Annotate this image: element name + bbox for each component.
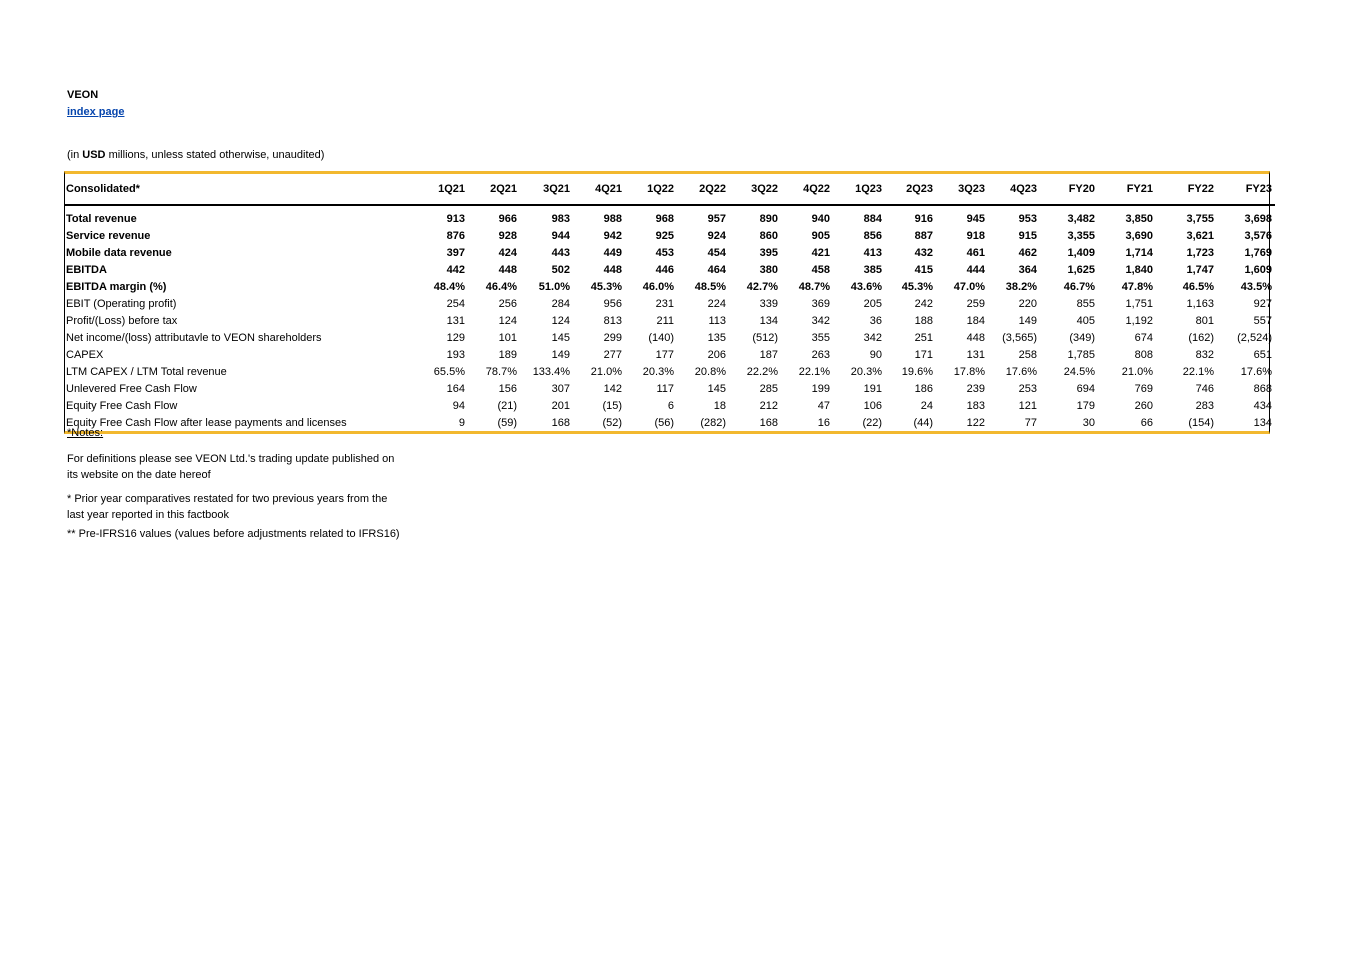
row-label: EBIT (Operating profit) <box>66 297 177 310</box>
table-cell: (3,565) <box>1002 331 1037 344</box>
table-cell: 254 <box>446 297 465 310</box>
table-cell: 43.6% <box>850 280 882 293</box>
table-cell: 149 <box>551 348 570 361</box>
table-cell: 94 <box>452 399 465 412</box>
table-cell: 90 <box>869 348 882 361</box>
note-pre-ifrs16: ** Pre-IFRS16 values (values before adjustments related to IFRS16) <box>67 528 400 540</box>
table-body <box>65 205 1275 431</box>
table-row <box>65 261 1275 278</box>
table-cell: 424 <box>498 246 517 259</box>
table-cell: 342 <box>811 314 830 327</box>
column-header-fy21: FY21 <box>1098 174 1156 205</box>
table-cell: 299 <box>603 331 622 344</box>
table-cell: 42.7% <box>746 280 778 293</box>
table-cell: 651 <box>1253 348 1272 361</box>
table-cell: 46.7% <box>1063 280 1095 293</box>
consolidated-table-frame <box>64 171 1270 434</box>
table-cell: 945 <box>966 212 985 225</box>
table-cell: 3,755 <box>1186 212 1214 225</box>
table-cell: 927 <box>1253 297 1272 310</box>
table-cell: 446 <box>655 263 674 276</box>
notes-title: *Notes: <box>67 427 104 439</box>
table-cell: 17.6% <box>1240 365 1272 378</box>
table-cell: 884 <box>863 212 882 225</box>
table-cell: 913 <box>446 212 465 225</box>
column-header-3q22: 3Q22 <box>729 174 781 205</box>
table-row <box>65 205 1275 227</box>
table-cell: 193 <box>446 348 465 361</box>
table-cell: 199 <box>811 382 830 395</box>
table-cell: 887 <box>914 229 933 242</box>
table-cell: 168 <box>551 416 570 429</box>
table-cell: 177 <box>655 348 674 361</box>
table-cell: 856 <box>863 229 882 242</box>
table-cell: 46.4% <box>485 280 517 293</box>
table-cell: 694 <box>1076 382 1095 395</box>
table-cell: 129 <box>446 331 465 344</box>
table-cell: 205 <box>863 297 882 310</box>
table-cell: 77 <box>1024 416 1037 429</box>
table-cell: 3,576 <box>1244 229 1272 242</box>
table-cell: 134 <box>1253 416 1272 429</box>
table-cell: 135 <box>707 331 726 344</box>
table-cell: 168 <box>759 416 778 429</box>
units-currency: USD <box>82 149 106 161</box>
table-cell: 21.0% <box>1121 365 1153 378</box>
table-cell: 260 <box>1134 399 1153 412</box>
units-prefix: (in <box>67 149 83 161</box>
table-cell: 183 <box>966 399 985 412</box>
table-cell: 380 <box>759 263 778 276</box>
table-cell: 17.6% <box>1005 365 1037 378</box>
table-cell: 51.0% <box>538 280 570 293</box>
table-cell: 283 <box>1195 399 1214 412</box>
table-cell: 43.5% <box>1240 280 1272 293</box>
table-cell: 106 <box>863 399 882 412</box>
table-cell: 3,698 <box>1244 212 1272 225</box>
table-cell: (15) <box>602 399 622 412</box>
table-cell: 149 <box>1018 314 1037 327</box>
table-cell: 855 <box>1076 297 1095 310</box>
table-cell: 890 <box>759 212 778 225</box>
table-cell: 285 <box>759 382 778 395</box>
table-cell: (140) <box>648 331 674 344</box>
table-cell: 916 <box>914 212 933 225</box>
table-row <box>65 397 1275 414</box>
table-cell: 876 <box>446 229 465 242</box>
table-cell: 131 <box>446 314 465 327</box>
table-cell: (282) <box>700 416 726 429</box>
table-cell: 944 <box>551 229 570 242</box>
table-cell: 212 <box>759 399 778 412</box>
table-cell: 364 <box>1018 263 1037 276</box>
table-cell: 1,785 <box>1067 348 1095 361</box>
table-cell: 448 <box>498 263 517 276</box>
table-cell: 122 <box>966 416 985 429</box>
table-cell: 432 <box>914 246 933 259</box>
table-cell: 674 <box>1134 331 1153 344</box>
column-header-1q23: 1Q23 <box>833 174 885 205</box>
row-label: Profit/(Loss) before tax <box>66 314 178 327</box>
row-label: Equity Free Cash Flow after lease payments and licenses <box>66 416 347 429</box>
table-cell: 187 <box>759 348 778 361</box>
table-cell: 20.3% <box>850 365 882 378</box>
table-cell: 17.8% <box>953 365 985 378</box>
table-cell: 464 <box>707 263 726 276</box>
row-label: Total revenue <box>66 212 137 225</box>
table-cell: 21.0% <box>590 365 622 378</box>
table-cell: 124 <box>498 314 517 327</box>
row-label: Equity Free Cash Flow <box>66 399 178 412</box>
table-cell: 30 <box>1082 416 1095 429</box>
table-cell: 443 <box>551 246 570 259</box>
table-cell: 942 <box>603 229 622 242</box>
table-cell: 502 <box>551 263 570 276</box>
note-restated: * Prior year comparatives restated for two previous years from the last year reported in this factbook <box>67 493 388 521</box>
table-cell: 385 <box>863 263 882 276</box>
table-cell: 18 <box>713 399 726 412</box>
table-cell: 925 <box>655 229 674 242</box>
table-cell: (162) <box>1188 331 1214 344</box>
table-cell: (56) <box>654 416 674 429</box>
table-cell: 47 <box>817 399 830 412</box>
table-cell: 3,621 <box>1186 229 1214 242</box>
table-cell: 769 <box>1134 382 1153 395</box>
table-cell: 263 <box>811 348 830 361</box>
table-cell: 16 <box>817 416 830 429</box>
table-cell: 339 <box>759 297 778 310</box>
table-cell: 1,840 <box>1125 263 1153 276</box>
table-cell: 9 <box>458 416 465 429</box>
table-cell: 256 <box>498 297 517 310</box>
table-cell: 46.0% <box>642 280 674 293</box>
table-cell: 258 <box>1018 348 1037 361</box>
table-cell: (154) <box>1188 416 1214 429</box>
table-cell: 1,192 <box>1125 314 1153 327</box>
table-cell: 448 <box>603 263 622 276</box>
table-row <box>65 380 1275 397</box>
table-cell: (44) <box>913 416 933 429</box>
table-cell: 117 <box>656 382 674 395</box>
table-cell: 6 <box>667 399 674 412</box>
table-cell: 66 <box>1140 416 1153 429</box>
table-cell: 1,625 <box>1067 263 1095 276</box>
table-cell: 1,747 <box>1186 263 1214 276</box>
table-cell: 966 <box>498 212 517 225</box>
table-cell: 206 <box>707 348 726 361</box>
table-cell: 801 <box>1195 314 1214 327</box>
units-suffix: millions, unless stated otherwise, unaudited) <box>105 149 325 161</box>
table-cell: 284 <box>551 297 570 310</box>
table-cell: 22.2% <box>746 365 778 378</box>
row-label: EBITDA margin (%) <box>66 280 167 293</box>
table-cell: 220 <box>1018 297 1037 310</box>
table-row <box>65 227 1275 244</box>
table-cell: 395 <box>759 246 778 259</box>
table-cell: 3,355 <box>1067 229 1095 242</box>
table-cell: 211 <box>656 314 674 327</box>
table-cell: 813 <box>603 314 622 327</box>
table-cell: 928 <box>498 229 517 242</box>
units-note <box>67 149 324 161</box>
company-name: VEON <box>67 89 99 101</box>
table-cell: 145 <box>707 382 726 395</box>
table-cell: 3,482 <box>1067 212 1095 225</box>
index-page-link[interactable]: index page <box>67 106 125 118</box>
table-cell: 184 <box>966 314 985 327</box>
table-cell: 259 <box>966 297 985 310</box>
row-label: Unlevered Free Cash Flow <box>66 382 197 395</box>
row-label: EBITDA <box>66 263 107 276</box>
table-title: Consolidated* <box>65 174 415 205</box>
table-row <box>65 414 1275 431</box>
table-cell: (22) <box>862 416 882 429</box>
table-cell: 342 <box>863 331 882 344</box>
column-header-1q21: 1Q21 <box>415 174 468 205</box>
table-cell: 307 <box>551 382 570 395</box>
table-cell: 905 <box>811 229 830 242</box>
table-row <box>65 295 1275 312</box>
table-cell: 808 <box>1134 348 1153 361</box>
table-cell: 415 <box>914 263 933 276</box>
table-cell: 1,409 <box>1067 246 1095 259</box>
column-header-fy20: FY20 <box>1040 174 1098 205</box>
table-row <box>65 363 1275 380</box>
table-cell: (21) <box>497 399 517 412</box>
table-cell: 22.1% <box>1182 365 1214 378</box>
table-cell: 179 <box>1076 399 1095 412</box>
table-header-row <box>65 174 1275 205</box>
column-header-fy22: FY22 <box>1156 174 1217 205</box>
table-cell: 1,714 <box>1125 246 1153 259</box>
table-cell: (59) <box>497 416 517 429</box>
table-cell: 145 <box>551 331 570 344</box>
table-cell: 133.4% <box>532 365 570 378</box>
table-cell: 20.8% <box>694 365 726 378</box>
table-cell: 3,850 <box>1125 212 1153 225</box>
table-cell: 454 <box>707 246 726 259</box>
table-cell: 124 <box>551 314 570 327</box>
table-cell: 3,690 <box>1125 229 1153 242</box>
table-cell: 957 <box>707 212 726 225</box>
row-label: LTM CAPEX / LTM Total revenue <box>66 365 227 378</box>
table-cell: 46.5% <box>1182 280 1214 293</box>
table-cell: 121 <box>1018 399 1037 412</box>
table-cell: 156 <box>498 382 517 395</box>
table-cell: 20.3% <box>642 365 674 378</box>
note-definitions: For definitions please see VEON Ltd.'s trading update published on its website on the date hereof <box>67 453 395 481</box>
table-cell: 968 <box>655 212 674 225</box>
table-cell: (52) <box>602 416 622 429</box>
table-cell: (512) <box>752 331 778 344</box>
table-cell: 953 <box>1018 212 1037 225</box>
column-header-4q22: 4Q22 <box>781 174 833 205</box>
table-row <box>65 244 1275 261</box>
table-cell: 101 <box>498 331 517 344</box>
column-header-fy23: FY23 <box>1217 174 1275 205</box>
table-cell: 434 <box>1253 399 1272 412</box>
column-header-1q22: 1Q22 <box>625 174 677 205</box>
table-cell: 188 <box>914 314 933 327</box>
table-cell: 461 <box>966 246 985 259</box>
table-cell: 444 <box>966 263 985 276</box>
table-cell: 253 <box>1018 382 1037 395</box>
table-cell: 746 <box>1195 382 1214 395</box>
table-cell: 1,751 <box>1125 297 1153 310</box>
column-header-2q23: 2Q23 <box>885 174 936 205</box>
table-cell: 186 <box>914 382 933 395</box>
table-cell: 397 <box>446 246 465 259</box>
table-cell: 22.1% <box>798 365 830 378</box>
row-label: Net income/(loss) attributavle to VEON shareholders <box>66 331 322 344</box>
table-cell: (349) <box>1069 331 1095 344</box>
table-row <box>65 278 1275 295</box>
table-cell: 24 <box>920 399 933 412</box>
table-cell: 131 <box>966 348 985 361</box>
table-cell: 201 <box>551 399 570 412</box>
table-row <box>65 346 1275 363</box>
table-cell: 915 <box>1018 229 1037 242</box>
table-cell: 142 <box>603 382 622 395</box>
table-cell: 1,723 <box>1186 246 1214 259</box>
table-cell: 832 <box>1195 348 1214 361</box>
table-cell: 277 <box>603 348 622 361</box>
table-cell: 1,609 <box>1244 263 1272 276</box>
consolidated-table <box>65 174 1275 431</box>
row-label: Mobile data revenue <box>66 246 172 259</box>
column-header-2q22: 2Q22 <box>677 174 729 205</box>
column-header-3q21: 3Q21 <box>520 174 573 205</box>
column-header-3q23: 3Q23 <box>936 174 988 205</box>
table-cell: 24.5% <box>1063 365 1095 378</box>
table-cell: 868 <box>1253 382 1272 395</box>
table-cell: 191 <box>863 382 882 395</box>
table-cell: 988 <box>603 212 622 225</box>
table-cell: 45.3% <box>901 280 933 293</box>
table-cell: 1,163 <box>1186 297 1214 310</box>
table-cell: 369 <box>811 297 830 310</box>
table-cell: 65.5% <box>433 365 465 378</box>
table-cell: 449 <box>603 246 622 259</box>
column-header-4q21: 4Q21 <box>573 174 625 205</box>
table-cell: 189 <box>498 348 517 361</box>
table-cell: 239 <box>966 382 985 395</box>
table-cell: 413 <box>863 246 882 259</box>
table-cell: 557 <box>1253 314 1272 327</box>
column-header-4q23: 4Q23 <box>988 174 1040 205</box>
table-cell: 231 <box>655 297 674 310</box>
table-cell: 171 <box>914 348 933 361</box>
table-cell: 251 <box>914 331 933 344</box>
table-cell: 45.3% <box>590 280 622 293</box>
table-cell: 242 <box>914 297 933 310</box>
table-row <box>65 329 1275 346</box>
table-cell: 134 <box>759 314 778 327</box>
table-cell: 940 <box>811 212 830 225</box>
table-cell: 38.2% <box>1005 280 1037 293</box>
column-header-2q21: 2Q21 <box>468 174 520 205</box>
table-cell: 47.0% <box>953 280 985 293</box>
table-cell: (2,524) <box>1237 331 1272 344</box>
table-cell: 355 <box>811 331 830 344</box>
table-cell: 956 <box>603 297 622 310</box>
table-cell: 918 <box>966 229 985 242</box>
table-cell: 860 <box>759 229 778 242</box>
table-cell: 421 <box>811 246 830 259</box>
table-row <box>65 312 1275 329</box>
row-label: CAPEX <box>66 348 104 361</box>
table-cell: 448 <box>966 331 985 344</box>
row-label: Service revenue <box>66 229 151 242</box>
table-cell: 48.7% <box>798 280 830 293</box>
table-cell: 1,769 <box>1244 246 1272 259</box>
table-cell: 78.7% <box>485 365 517 378</box>
table-cell: 224 <box>707 297 726 310</box>
table-cell: 983 <box>551 212 570 225</box>
table-cell: 458 <box>811 263 830 276</box>
table-cell: 47.8% <box>1121 280 1153 293</box>
table-cell: 453 <box>655 246 674 259</box>
table-cell: 36 <box>869 314 882 327</box>
table-cell: 164 <box>446 382 465 395</box>
table-cell: 19.6% <box>901 365 933 378</box>
table-cell: 48.4% <box>433 280 465 293</box>
table-cell: 48.5% <box>694 280 726 293</box>
table-cell: 924 <box>707 229 726 242</box>
table-cell: 462 <box>1018 246 1037 259</box>
table-cell: 442 <box>446 263 465 276</box>
table-cell: 113 <box>708 314 726 327</box>
table-cell: 405 <box>1076 314 1095 327</box>
